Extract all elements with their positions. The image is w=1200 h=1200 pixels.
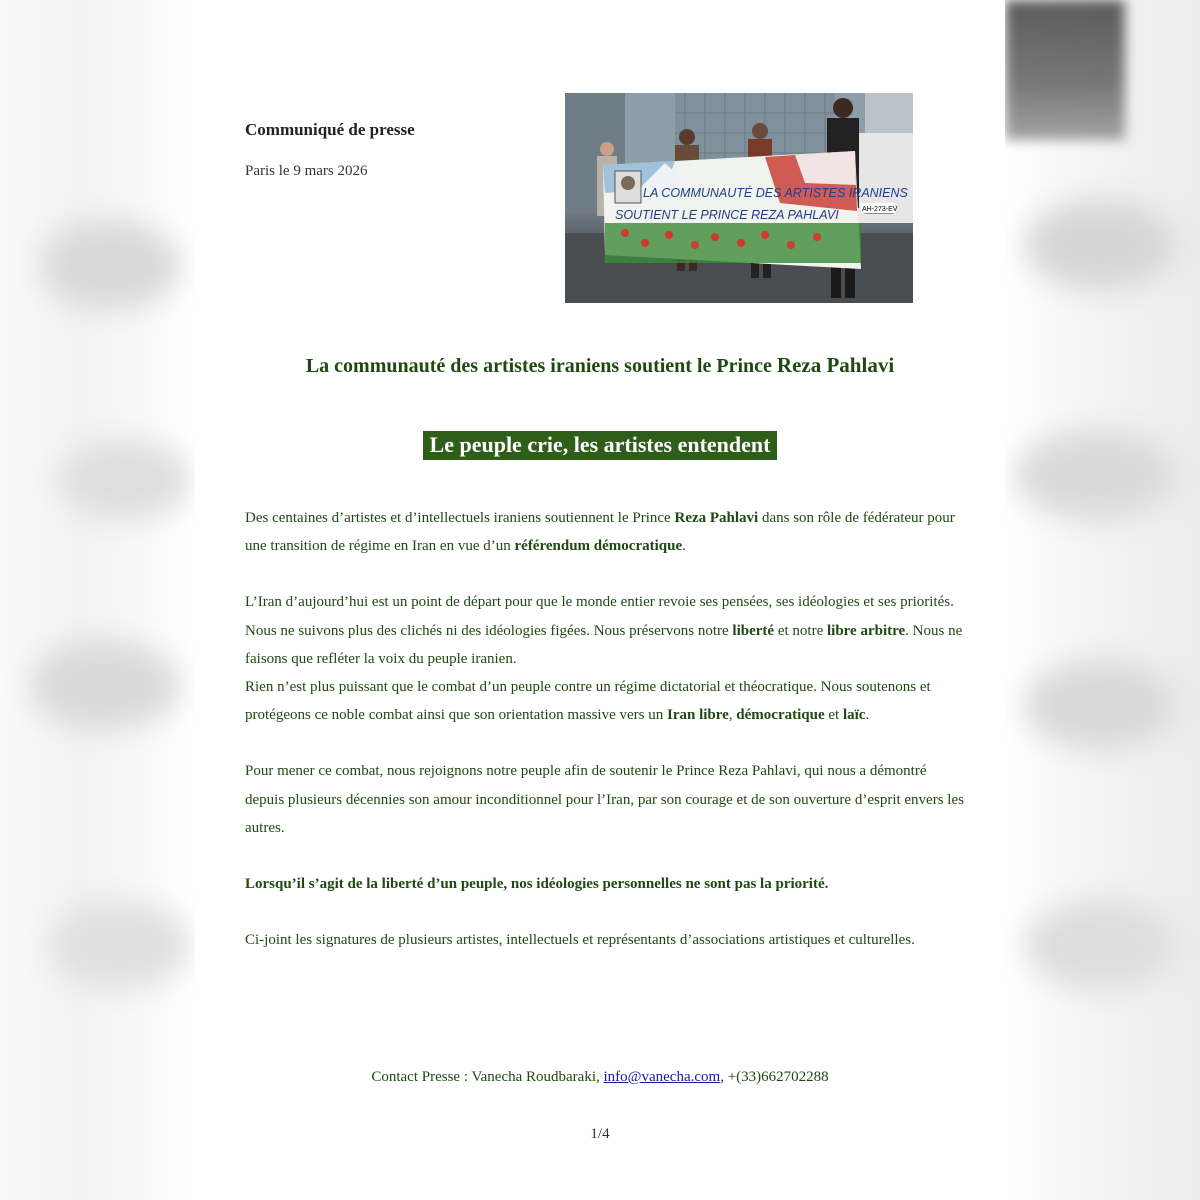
contact-phone: , +(33)662702288 — [720, 1069, 829, 1085]
p1-text-e: . — [682, 538, 686, 555]
p2-text-c: et notre — [774, 622, 827, 639]
p1-bold-name: Reza Pahlavi — [674, 510, 759, 526]
page-headline — [195, 353, 1005, 378]
blurred-photo-corner — [1005, 0, 1125, 140]
banner-line-1: LA COMMUNAUTÉ DES ARTISTES IRANIENS — [643, 186, 908, 200]
demonstration-photo-illustration — [565, 93, 913, 303]
contact-prefix: Contact Presse : Vanecha Roudbaraki, — [371, 1069, 604, 1085]
p3-text-g: . — [865, 707, 870, 724]
p3-bold-laic: laïc — [842, 707, 866, 724]
van-license-plate: AH-273-EV — [862, 206, 898, 213]
headline-name: Reza Pahlavi — [776, 353, 895, 377]
p1-text-c: dans son rôle de fédérateur pour une transition de régime en Iran en vue d’un — [245, 510, 955, 555]
paragraph-4: Pour mener ce combat, nous rejoignons notre peuple afin de soutenir le Prince Reza Pahlavi, qui nous a démontré depuis plusieurs décennies son amour inconditionnel pour l’Iran, par son courage et de son ouverture d’esprit envers les autres. — [245, 763, 964, 836]
p2-bold-liberte: liberté — [732, 622, 775, 639]
p1-bold-referendum: référendum démocratique — [514, 538, 683, 555]
paragraph-5 — [245, 870, 965, 898]
page-number: 1/4 — [590, 1126, 610, 1142]
subheadline-wrapper — [195, 431, 1005, 460]
p3-text-a: Rien n’est plus puissant que le combat d’un peuple contre un régime dictatorial et théocratique. Nous soutenons et protégeons ce noble combat ainsi que son orientation massive vers un — [245, 679, 931, 724]
document-page — [195, 0, 1005, 1200]
paragraph-3 — [245, 673, 965, 729]
release-date: Paris le 9 mars 2026 — [245, 163, 368, 179]
right-blurred-background — [1005, 0, 1200, 1200]
paragraph-6: Ci-joint les signatures de plusieurs artistes, intellectuels et représentants d’associations artistiques et culturelles. — [245, 932, 915, 949]
p3-text-c: , — [728, 707, 737, 724]
paragraph-1 — [245, 504, 965, 560]
press-contact — [195, 1069, 1005, 1086]
p3-text-e: et — [824, 707, 843, 724]
p5-bold-text: Lorsqu’il s’agit de la liberté d’un peuple, nos idéologies personnelles ne sont pas la priorité. — [245, 876, 829, 893]
banner-line-2: SOUTIENT LE PRINCE REZA PAHLAVI — [615, 208, 839, 222]
left-blurred-background — [0, 0, 195, 1200]
p3-bold-iran-libre: Iran libre — [666, 707, 729, 724]
press-release-label: Communiqué de presse — [245, 120, 415, 139]
p3-bold-democratique: démocratique — [736, 707, 825, 724]
p2-text-a: L’Iran d’aujourd’hui est un point de départ pour que le monde entier revoie ses pensées, ses idéologies et ses priorités. Nous ne suivons plus des clichés ni des idéologies figées. Nous préservons notre — [245, 594, 954, 639]
body-text — [245, 504, 965, 954]
paragraph-2 — [245, 588, 965, 673]
subheadline-highlight: Le peuple crie, les artistes entendent — [423, 431, 778, 460]
headline-text: La communauté des artistes iraniens soutient le Prince — [305, 355, 772, 377]
p2-text-e: . Nous ne faisons que refléter la voix du peuple iranien. — [245, 622, 963, 667]
contact-email-link[interactable]: info@vanecha.com — [603, 1069, 721, 1085]
p1-text-a: Des centaines d’artistes et d’intellectuels iraniens soutiennent le Prince — [245, 510, 675, 526]
p2-bold-libre-arbitre: libre arbitre — [826, 622, 906, 639]
demonstration-photo — [565, 93, 913, 303]
